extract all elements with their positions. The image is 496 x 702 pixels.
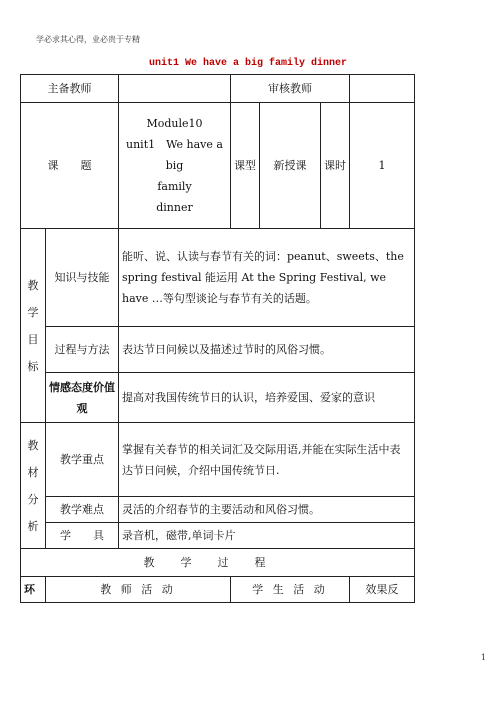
topic-line: big [165,159,184,172]
difficulty-label: 教学难点 [46,497,119,523]
topic-label: 课 题 [21,103,119,229]
tools-text: 录音机，磁带,单词卡片 [119,523,415,549]
topic-line: family [157,180,192,193]
review-label: 审核教师 [231,75,350,103]
student-activity-header: 学 生 活 动 [231,577,350,603]
knowledge-label: 知识与技能 [46,229,119,327]
link-column-header: 环 [21,577,46,603]
analysis-label: 教材分析 [21,423,46,549]
process-text: 表达节日问候以及描述过节时的风俗习惯。 [119,327,415,373]
type-value: 新授课 [260,103,321,229]
hours-value: 1 [350,103,415,229]
key-text: 掌握有关春节的相关词汇及交际用语,并能在实际生活中表达节日问候，介绍中国传统节日. [119,423,415,497]
topic-value [119,103,231,229]
objectives-label: 教学目标 [21,229,46,423]
topic-line: unit1 We have a [126,138,223,151]
teacher-label: 主备教师 [21,75,119,103]
attitude-label: 情感态度价值观 [46,373,119,423]
key-label: 教学重点 [46,423,119,497]
attitude-text: 提高对我国传统节日的认识，培养爱国、爱家的意识 [119,373,415,423]
knowledge-text: 能听、说、认读与春节有关的词：peanut、sweets、the spring festival 能运用 At the Spring Festival, we have …等句型谈论与春节有关的话题。 [119,229,415,327]
review-value [350,75,415,103]
document-title: unit1 We have a big family dinner [148,58,348,69]
tools-label: 学 具 [46,523,119,549]
feedback-header: 效果反 [350,577,415,603]
teaching-process-header: 教学过程 [21,549,415,577]
type-label: 课型 [231,103,260,229]
topic-line: Module10 [146,117,203,130]
topic-line: dinner [156,201,193,214]
process-label: 过程与方法 [46,327,119,373]
page-header: 学必求其心得，业必贵于专精 [36,35,140,44]
difficulty-text: 灵活的介绍春节的主要活动和风俗习惯。 [119,497,415,523]
lesson-plan-table [20,74,415,603]
teacher-activity-header: 教 师 活 动 [46,577,231,603]
teacher-value [119,75,231,103]
page-number: 1 [480,653,486,662]
hours-label: 课时 [321,103,350,229]
